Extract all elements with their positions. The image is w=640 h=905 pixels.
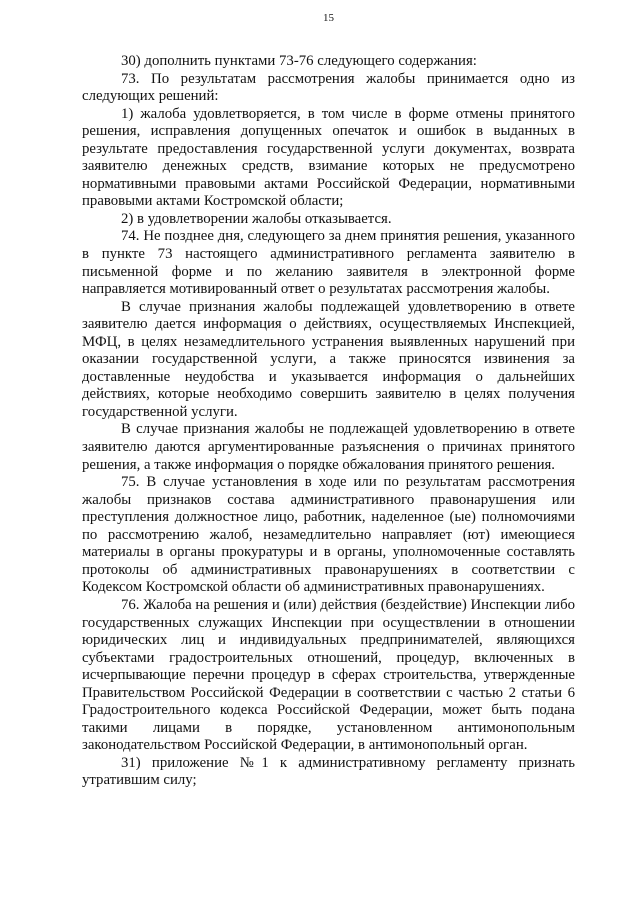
paragraph-item-30: 30) дополнить пунктами 73-76 следующего содержания: bbox=[121, 53, 477, 69]
paragraph-point-73-option-1: 1) жалоба удовлетворяется, в том числе в форме отмены принятого решения, исправления допущенных опечаток и ошибок в выданных в результате предоставления государственной услуги документах, возврата заявителю денежных средств, взимание которых не предусмотрено нормативными правовыми актами Российской Федерации, нормативными правовыми актами Костромской области; bbox=[82, 105, 575, 210]
document-page bbox=[82, 10, 575, 790]
paragraph-point-75: 75. В случае установления в ходе или по результатам рассмотрения жалобы признаков состава административного правонарушения или преступления должностное лицо, работник, наделенное (ые) полномочиями по рассмотрению жалоб, незамедлительно направляет (ют) имеющиеся материалы в органы прокуратуры и в органы, уполномоченные составлять протоколы об административных правонарушениях в соответствии с Кодексом Костромской области об административных правонарушениях. bbox=[82, 474, 575, 596]
paragraph-item-31: 31) приложение №1 к административному регламенту признать утратившим силу; bbox=[82, 754, 575, 789]
paragraph-complaint-satisfied: В случае признания жалобы подлежащей удовлетворению в ответе заявителю дается информация о действиях, осуществляемых Инспекцией, МФЦ, в целях незамедлительного устранения выявленных нарушений при оказании государственной услуги, а также приносятся извинения за доставленные неудобства и указывается информация о дальнейших действиях, которые необходимо совершить заявителю в целях получения государственной услуги. bbox=[82, 298, 575, 420]
paragraph-complaint-rejected: В случае признания жалобы не подлежащей удовлетворению в ответе заявителю даются аргументированные разъяснения о причинах принятого решения, а также информация о порядке обжалования принятого решения. bbox=[82, 421, 575, 473]
paragraph-point-76: 76. Жалоба на решения и (или) действия (бездействие) Инспекции либо государственных служащих Инспекции при осуществлении в отношении юридических лиц и индивидуальных предпринимателей, являющихся субъектами градостроительных отношений, процедур, включенных в исчерпывающие перечни процедур в сферах строительства, утвержденные Правительством Российской Федерации в соответствии с частью 2 статьи 6 Градостроительного кодекса Российской Федерации, может быть подана такими лицами в порядке, установленном антимонопольным законодательством Российской Федерации, в антимонопольный орган. bbox=[82, 596, 575, 754]
paragraph-point-73-option-2: 2) в удовлетворении жалобы отказывается. bbox=[121, 210, 392, 227]
paragraph-point-73: 73. По результатам рассмотрения жалобы принимается одно из следующих решений: bbox=[82, 70, 575, 105]
page-number: 15 bbox=[323, 12, 334, 24]
paragraph-point-74: 74. Не позднее дня, следующего за днем принятия решения, указанного в пункте 73 настоящего административного регламента заявителю в письменной форме и по желанию заявителя в электронной форме направляется мотивированный ответ о результатах рассмотрения жалобы. bbox=[82, 228, 575, 298]
